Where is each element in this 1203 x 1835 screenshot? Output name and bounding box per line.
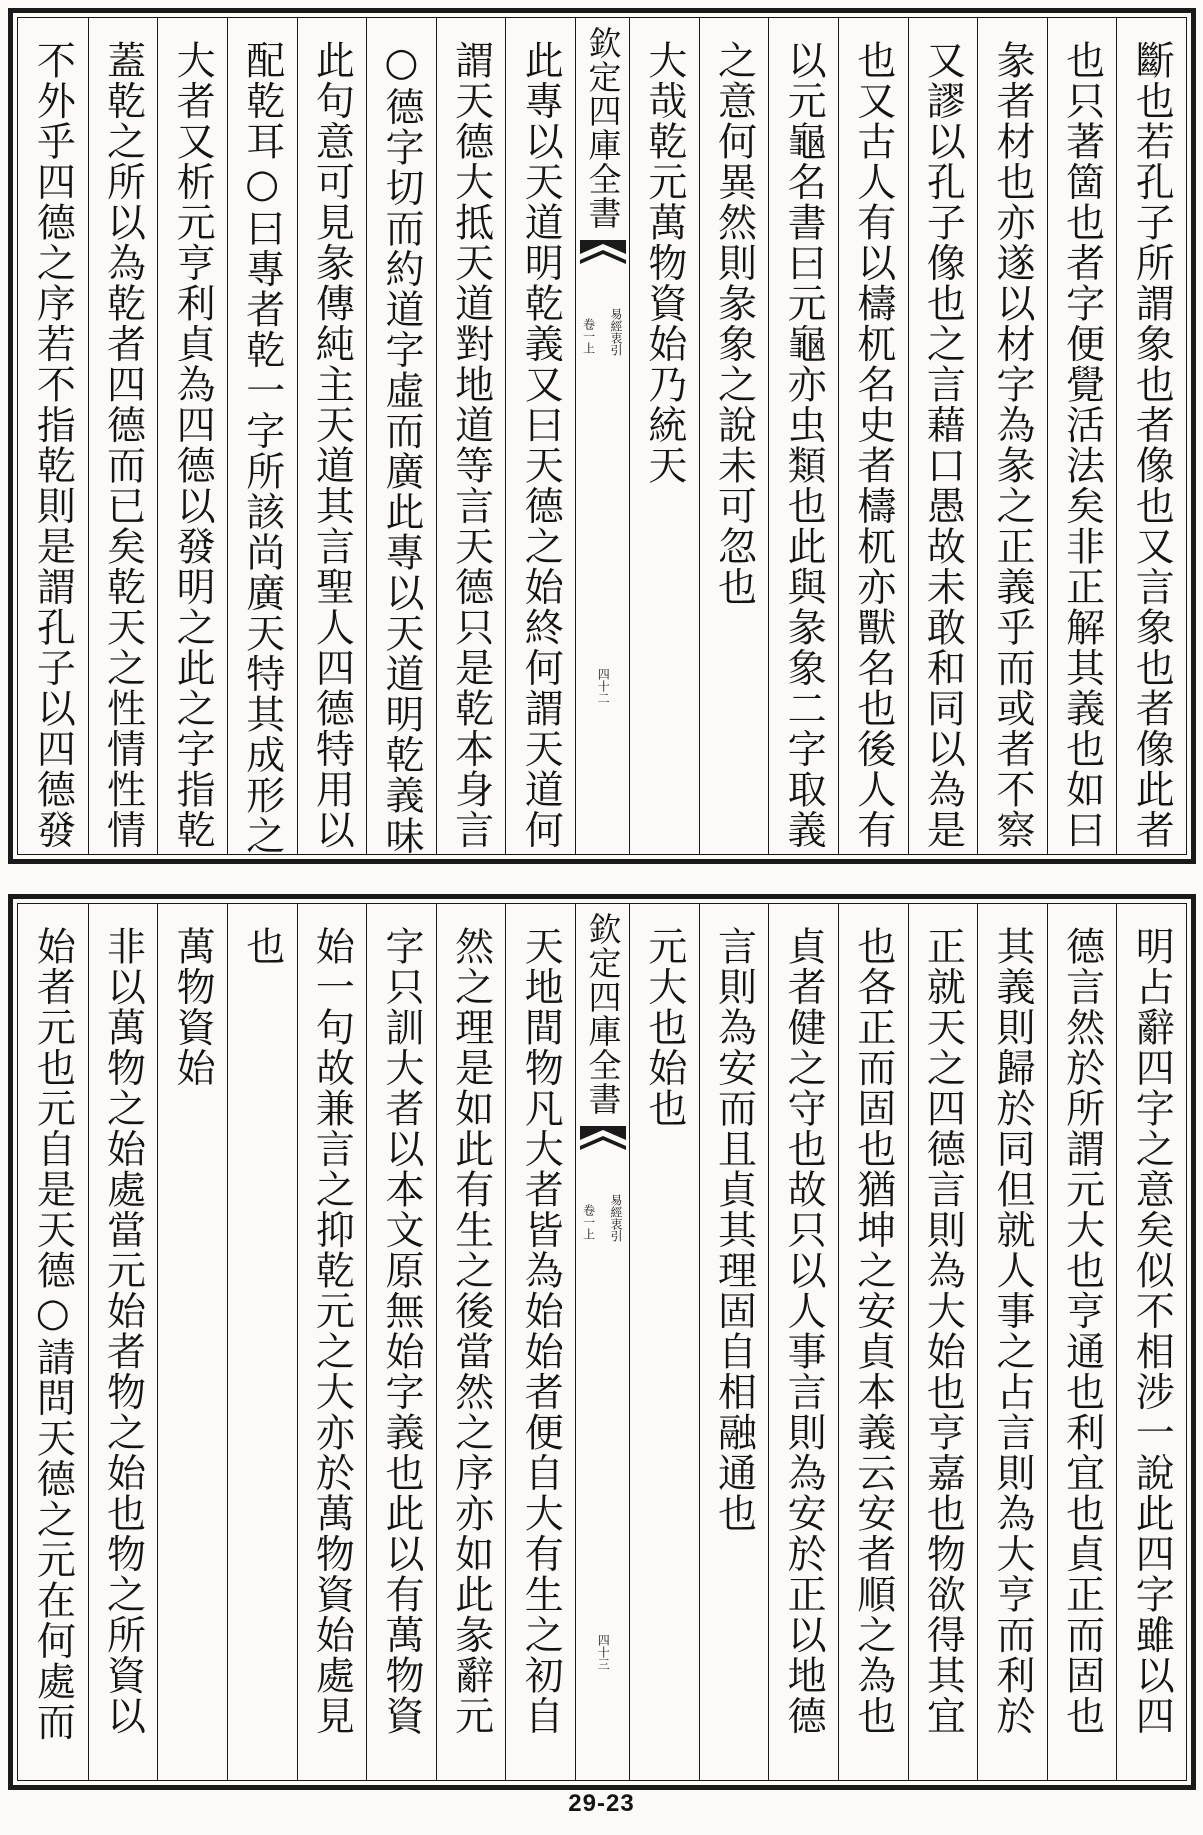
- text-column: [838, 18, 908, 854]
- text-column: [977, 18, 1047, 854]
- text-column: [1047, 904, 1117, 1780]
- gutter-chapter-label: 卷一上: [581, 1204, 596, 1240]
- column-text: 此句意可見彖傳純主天道其言聖人四德特用以: [309, 40, 355, 850]
- column-text: 非以萬物之始處當元始者物之始也物之所資以: [100, 926, 146, 1736]
- text-column: [297, 904, 367, 1780]
- text-column: [18, 18, 88, 854]
- gutter-book-title: 易經衷引: [609, 1194, 623, 1242]
- gutter-leaf-number: 四十二: [596, 668, 611, 704]
- column-text: 明占辭四字之意矣似不相涉一說此四字雖以四: [1129, 926, 1175, 1736]
- column-text: 蓋乾之所以為乾者四德而已矣乾天之性情性情: [100, 40, 146, 850]
- upper-leaf: [8, 8, 1196, 864]
- column-text: 字只訓大者以本文原無始字義也此以有萬物資: [378, 926, 424, 1736]
- page-folio-number: 29-23: [568, 1790, 635, 1817]
- column-text: 元大也始也: [641, 926, 687, 1129]
- text-column: [908, 18, 978, 854]
- text-column: [88, 904, 158, 1780]
- text-column: [505, 18, 575, 854]
- text-column: [366, 18, 436, 854]
- text-column: [88, 18, 158, 854]
- column-text: 此專以天道明乾義又曰天德之始終何謂天道何: [518, 40, 564, 850]
- text-column: [1116, 904, 1186, 1780]
- text-column: [838, 904, 908, 1780]
- column-text: 大哉乾元萬物資始乃統天: [641, 40, 687, 486]
- column-text: 始者元也元自是天德○請問天德之元在何處而: [30, 926, 76, 1742]
- gutter-chapter-label: 卷一上: [581, 318, 596, 354]
- gutter-collection-title: 欽定四庫全書: [583, 912, 623, 1116]
- column-text: 貞者健之守也故只以人事言則為安於正以地德: [781, 926, 827, 1736]
- column-text: 始一句故兼言之抑乾元之大亦於萬物資始處見: [309, 926, 355, 1736]
- column-text: 也各正而固也猶坤之安貞本義云安者順之為也: [850, 926, 896, 1736]
- text-column: [1047, 18, 1117, 854]
- column-text: 萬物資始: [170, 926, 216, 1088]
- text-column: [908, 904, 978, 1780]
- text-column: [768, 18, 838, 854]
- column-text: 彖者材也亦遂以材字為彖之正義乎而或者不察: [989, 40, 1035, 850]
- text-column: [366, 904, 436, 1780]
- column-text: 配乾耳○曰專者乾一字所該尚廣天特其成形之: [239, 40, 285, 856]
- column-text: 正就天之四德言則為大始也亨嘉也物欲得其宜: [920, 926, 966, 1736]
- text-column: [629, 904, 699, 1780]
- text-column: [699, 18, 769, 854]
- column-text: 不外乎四德之序若不指乾則是謂孔子以四德發: [30, 40, 76, 850]
- column-text: 天地間物凡大者皆為始始者便自大有生之初自: [518, 926, 564, 1736]
- text-column: [157, 904, 227, 1780]
- gutter-border: [629, 904, 630, 1780]
- upper-leaf-frame: [17, 17, 1187, 855]
- column-text: 之意何異然則彖象之說未可忽也: [711, 40, 757, 607]
- column-text: ○德字切而約道字虛而廣此專以天道明乾義味: [378, 40, 424, 856]
- column-text: 大者又析元亨利貞為四德以發明之此之字指乾: [170, 40, 216, 850]
- center-gutter: [575, 904, 630, 1780]
- text-column: [505, 904, 575, 1780]
- column-text: 言則為安而且貞其理固自相融通也: [711, 926, 757, 1534]
- text-column: [768, 904, 838, 1780]
- text-column: [977, 904, 1047, 1780]
- text-column: [629, 18, 699, 854]
- text-column: [227, 18, 297, 854]
- text-column: [157, 18, 227, 854]
- column-text: 斷也若孔子所謂象也者像也又言象也者像此者: [1129, 40, 1175, 850]
- fish-tail-mark-icon: [580, 1126, 626, 1162]
- text-column: [436, 904, 506, 1780]
- gutter-border: [629, 18, 630, 854]
- column-text: 也: [239, 926, 285, 967]
- text-column: [297, 18, 367, 854]
- column-text: 謂天德大抵天道對地道等言天德只是乾本身言: [448, 40, 494, 850]
- column-text: 德言然於所謂元大也亨通也利宜也貞正而固也: [1059, 926, 1105, 1736]
- text-column: [18, 904, 88, 1780]
- text-column: [436, 18, 506, 854]
- text-column: [227, 904, 297, 1780]
- text-column: [699, 904, 769, 1780]
- gutter-leaf-number: 四十三: [596, 1634, 611, 1670]
- column-text: 也又古人有以檮杌名史者檮杌亦獸名也後人有: [850, 40, 896, 850]
- lower-leaf-frame: [17, 903, 1187, 1781]
- text-column: [1116, 18, 1186, 854]
- column-text: 又謬以孔子像也之言藉口愚故未敢和同以為是: [920, 40, 966, 850]
- fish-tail-mark-icon: [580, 240, 626, 276]
- column-text: 然之理是如此有生之後當然之序亦如此彖辭元: [448, 926, 494, 1736]
- gutter-collection-title: 欽定四庫全書: [583, 26, 623, 230]
- center-gutter: [575, 18, 630, 854]
- column-text: 其義則歸於同但就人事之占言則為大亨而利於: [989, 926, 1035, 1736]
- column-text: 也只著箇也者字便覺活法矣非正解其義也如曰: [1059, 40, 1105, 850]
- column-text: 以元龜名書曰元龜亦虫類也此與彖象二字取義: [781, 40, 827, 850]
- gutter-book-title: 易經衷引: [609, 308, 623, 356]
- lower-leaf: [8, 894, 1196, 1790]
